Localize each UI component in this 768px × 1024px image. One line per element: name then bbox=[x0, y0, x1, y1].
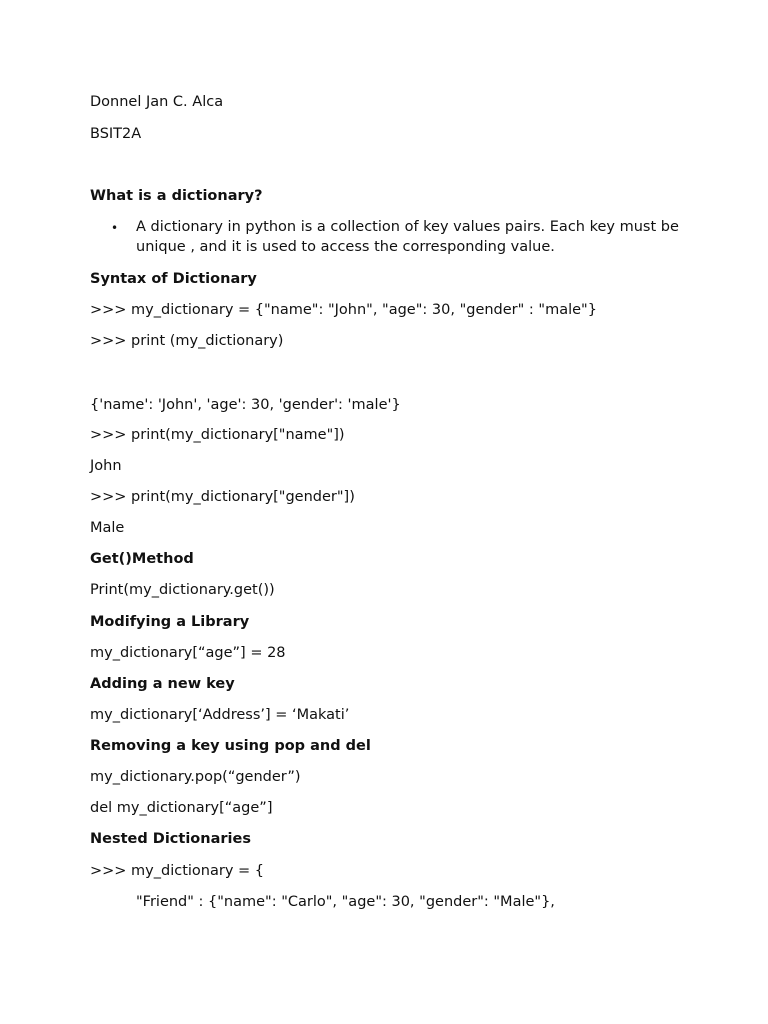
code-line-nested-open: >>> my_dictionary = { bbox=[90, 863, 265, 879]
output-gender: Male bbox=[90, 520, 125, 536]
output-dictionary: {'name': 'John', 'age': 30, 'gender': 'male'} bbox=[90, 397, 401, 413]
heading-adding-key: Adding a new key bbox=[90, 676, 235, 692]
code-line-del: del my_dictionary[“age”] bbox=[90, 800, 273, 816]
heading-removing-key: Removing a key using pop and del bbox=[90, 738, 371, 754]
heading-what-is-dictionary: What is a dictionary? bbox=[90, 188, 263, 204]
code-line-get: Print(my_dictionary.get()) bbox=[90, 582, 275, 598]
heading-syntax: Syntax of Dictionary bbox=[90, 271, 257, 287]
heading-nested: Nested Dictionaries bbox=[90, 831, 251, 847]
author-name: Donnel Jan C. Alca bbox=[90, 94, 224, 110]
heading-modifying: Modifying a Library bbox=[90, 614, 250, 630]
output-name: John bbox=[90, 458, 122, 474]
code-line-modify: my_dictionary[“age”] = 28 bbox=[90, 645, 286, 661]
bullet-item-text: A dictionary in python is a collection of key values pairs. Each key must be unique , and it is used to access the corresponding value. bbox=[136, 219, 679, 255]
code-line-pop: my_dictionary.pop(“gender”) bbox=[90, 769, 301, 785]
code-line-print: >>> print (my_dictionary) bbox=[90, 333, 284, 349]
code-line-print-name: >>> print(my_dictionary["name"]) bbox=[90, 427, 345, 443]
bullet-icon: • bbox=[111, 221, 119, 235]
code-line-print-gender: >>> print(my_dictionary["gender"]) bbox=[90, 489, 355, 505]
code-line-assign: >>> my_dictionary = {"name": "John", "age": 30, "gender" : "male"} bbox=[90, 302, 597, 318]
code-line-add: my_dictionary[‘Address’] = ‘Makati’ bbox=[90, 707, 350, 723]
code-line-nested-friend: "Friend" : {"name": "Carlo", "age": 30, "gender": "Male"}, bbox=[136, 894, 555, 910]
section-label: BSIT2A bbox=[90, 126, 142, 142]
heading-get-method: Get()Method bbox=[90, 551, 194, 567]
